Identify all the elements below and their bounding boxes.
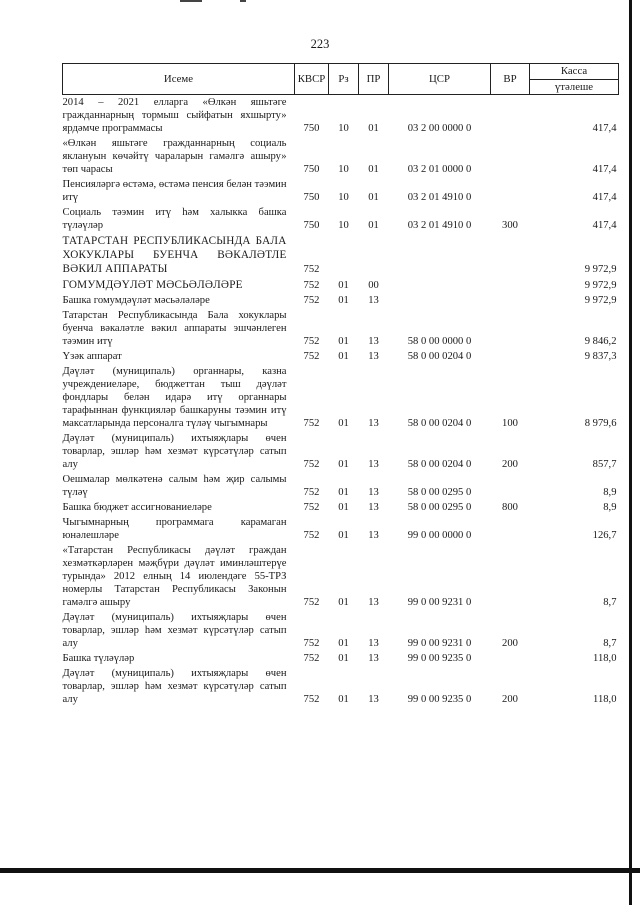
row-name: Дәүләт (муниципаль) ихтыяҗлары өчен товарлар, эшләр һәм хезмәт күрсәтүләр сатып алу xyxy=(62,668,287,705)
row-rz: 01 xyxy=(338,530,349,541)
row-vr xyxy=(491,349,530,364)
row-vr xyxy=(491,515,530,543)
row-csr xyxy=(389,233,491,277)
table-row xyxy=(63,177,619,205)
row-rz: 01 xyxy=(338,336,349,347)
row-amount: 8,9 xyxy=(603,502,617,513)
row-amount: 8,7 xyxy=(603,597,617,608)
row-amount: 417,4 xyxy=(592,192,617,203)
table-row xyxy=(63,205,619,233)
row-pr: 13 xyxy=(368,653,379,664)
row-kvsr: 752 xyxy=(303,530,320,541)
row-amount: 8 979,6 xyxy=(584,418,617,429)
row-pr: 13 xyxy=(368,502,379,513)
row-name: «Өлкән яшьтәге гражданнарның социаль яклануын көчәйтү чараларын гамәлгә ашыру» төп чарасы xyxy=(62,138,287,175)
table-row xyxy=(63,349,619,364)
header-kassa xyxy=(530,64,619,95)
header-rz: Рз xyxy=(329,64,359,95)
table-body xyxy=(63,95,619,708)
row-rz: 01 xyxy=(338,280,349,291)
row-kvsr: 750 xyxy=(303,220,320,231)
row-name: Үзәк аппарат xyxy=(62,351,122,362)
row-csr: 03 2 01 4910 0 xyxy=(407,192,472,203)
row-csr: 03 2 01 0000 0 xyxy=(407,164,472,175)
table-row xyxy=(63,233,619,277)
row-kvsr: 752 xyxy=(303,418,320,429)
table-row xyxy=(63,308,619,349)
table-row xyxy=(63,472,619,500)
row-rz: 01 xyxy=(338,487,349,498)
row-kvsr: 752 xyxy=(303,653,320,664)
row-vr: 800 xyxy=(502,502,518,513)
row-vr xyxy=(491,293,530,308)
row-rz: 10 xyxy=(338,164,349,175)
table-row xyxy=(63,515,619,543)
row-pr: 13 xyxy=(368,530,379,541)
row-csr: 99 0 00 9235 0 xyxy=(407,694,472,705)
row-pr: 13 xyxy=(368,295,379,306)
row-pr: 13 xyxy=(368,459,379,470)
row-pr xyxy=(359,233,389,277)
row-csr: 58 0 00 0295 0 xyxy=(407,487,472,498)
table-row xyxy=(63,543,619,610)
row-kvsr: 752 xyxy=(303,336,320,347)
row-kvsr: 752 xyxy=(303,264,320,275)
row-amount: 9 972,9 xyxy=(584,280,617,291)
row-pr: 13 xyxy=(368,351,379,362)
row-name: Дәүләт (муниципаль) органнары, казна учреждениеләре, бюджеттан тыш дәүләт фондлары белән идарә итү органнары тарафыннан функцияләр башкаруны тәэмин итү максатларында персоналга түләү чыгымнары xyxy=(62,366,287,429)
header-kassa-line2: үтәлеше xyxy=(530,79,618,93)
row-pr: 01 xyxy=(368,164,379,175)
row-rz: 01 xyxy=(338,694,349,705)
row-name: Татарстан Республикасында Бала хокуклары буенча вәкаләтле вәкил аппараты эшчәнлеген тәэмин итү xyxy=(62,310,287,347)
row-amount: 8,7 xyxy=(603,638,617,649)
table-row xyxy=(63,136,619,177)
budget-table xyxy=(62,63,619,707)
table-header-row xyxy=(63,64,619,95)
table-row xyxy=(63,364,619,431)
row-amount: 9 972,9 xyxy=(584,264,617,275)
row-rz: 01 xyxy=(338,653,349,664)
row-csr xyxy=(389,277,491,293)
row-pr: 13 xyxy=(368,597,379,608)
row-rz: 01 xyxy=(338,597,349,608)
row-name: Башка бюджет ассигнованиеләре xyxy=(62,502,212,513)
row-vr: 200 xyxy=(502,694,518,705)
row-vr xyxy=(491,543,530,610)
row-rz: 01 xyxy=(338,295,349,306)
row-pr: 01 xyxy=(368,220,379,231)
row-pr: 13 xyxy=(368,418,379,429)
row-csr: 58 0 00 0000 0 xyxy=(407,336,472,347)
row-csr: 58 0 00 0204 0 xyxy=(407,351,472,362)
row-vr xyxy=(491,472,530,500)
row-kvsr: 752 xyxy=(303,459,320,470)
row-vr: 100 xyxy=(502,418,518,429)
row-csr: 58 0 00 0295 0 xyxy=(407,502,472,513)
row-pr: 13 xyxy=(368,487,379,498)
row-vr: 200 xyxy=(502,459,518,470)
row-kvsr: 752 xyxy=(303,694,320,705)
row-kvsr: 752 xyxy=(303,487,320,498)
row-name: Дәүләт (муниципаль) ихтыяҗлары өчен товарлар, эшләр һәм хезмәт күрсәтүләр сатып алу xyxy=(62,612,287,649)
row-kvsr: 750 xyxy=(303,123,320,134)
header-vr: ВР xyxy=(491,64,530,95)
row-name: Дәүләт (муниципаль) ихтыяҗлары өчен товарлар, эшләр һәм хезмәт күрсәтүләр сатып алу xyxy=(62,433,287,470)
row-amount: 118,0 xyxy=(593,694,617,705)
row-kvsr: 752 xyxy=(303,280,320,291)
scan-border-right xyxy=(629,0,632,905)
row-vr xyxy=(491,651,530,666)
header-kvsr: КВСР xyxy=(295,64,329,95)
row-name: Чыгымнарның программага карамаган юнәлешләре xyxy=(62,517,287,541)
row-amount: 118,0 xyxy=(593,653,617,664)
row-rz: 10 xyxy=(338,220,349,231)
table-row xyxy=(63,293,619,308)
row-pr: 13 xyxy=(368,336,379,347)
table-row xyxy=(63,95,619,137)
row-name: Социаль тәэмин итү һәм халыкка башка түләүләр xyxy=(62,207,287,231)
page-number: 223 xyxy=(310,37,330,51)
header-pr: ПР xyxy=(359,64,389,95)
table-row xyxy=(63,431,619,472)
row-csr: 58 0 00 0204 0 xyxy=(407,418,472,429)
row-amount: 126,7 xyxy=(592,530,617,541)
row-csr: 99 0 00 9231 0 xyxy=(407,638,472,649)
row-name: ТАТАРСТАН РЕСПУБЛИКАСЫНДА БАЛА ХОКУКЛАРЫ БУЕНЧА ВӘКАЛӘТЛЕ ВӘКИЛ АППАРАТЫ xyxy=(62,235,287,275)
row-rz: 01 xyxy=(338,502,349,513)
row-rz: 10 xyxy=(338,123,349,134)
scan-border-bottom xyxy=(0,868,640,873)
row-name: ГОМУМДӘҮЛӘТ МӘСЬӘЛӘЛӘРЕ xyxy=(62,279,243,291)
header-kassa-line1: Касса xyxy=(560,65,588,77)
row-csr: 58 0 00 0204 0 xyxy=(407,459,472,470)
scan-artifact-top xyxy=(180,0,260,6)
row-vr xyxy=(491,136,530,177)
header-csr: ЦСР xyxy=(389,64,491,95)
row-amount: 417,4 xyxy=(592,164,617,175)
row-csr: 99 0 00 0000 0 xyxy=(407,530,472,541)
row-name: Башка гомумдәүләт мәсьәләләре xyxy=(62,295,210,306)
row-kvsr: 752 xyxy=(303,351,320,362)
row-csr: 03 2 01 4910 0 xyxy=(407,220,472,231)
table-row xyxy=(63,277,619,293)
row-rz: 01 xyxy=(338,459,349,470)
row-amount: 9 837,3 xyxy=(584,351,617,362)
row-rz xyxy=(329,233,359,277)
row-vr: 200 xyxy=(502,638,518,649)
table-row xyxy=(63,651,619,666)
row-csr xyxy=(389,293,491,308)
row-pr: 01 xyxy=(368,192,379,203)
row-pr: 13 xyxy=(368,694,379,705)
row-kvsr: 752 xyxy=(303,502,320,513)
row-kvsr: 752 xyxy=(303,597,320,608)
row-amount: 8,9 xyxy=(603,487,617,498)
row-csr: 03 2 00 0000 0 xyxy=(407,123,472,134)
row-amount: 417,4 xyxy=(592,123,617,134)
row-pr: 00 xyxy=(368,280,379,291)
row-rz: 01 xyxy=(338,418,349,429)
row-name: «Татарстан Республикасы дәүләт граждан хезмәткәрләрен мәҗбүри дәүләт иминләштерүе турында» 2012 елның 14 июлендәге 55-ТРЗ номерлы Татарстан Республикасы Законын гамәлгә ашыру xyxy=(62,545,287,608)
table-row xyxy=(63,500,619,515)
row-rz: 01 xyxy=(338,638,349,649)
row-csr: 99 0 00 9231 0 xyxy=(407,597,472,608)
row-amount: 417,4 xyxy=(592,220,617,231)
header-name: Исеме xyxy=(63,64,295,95)
row-rz: 10 xyxy=(338,192,349,203)
row-vr xyxy=(491,95,530,137)
row-kvsr: 752 xyxy=(303,638,320,649)
row-kvsr: 750 xyxy=(303,192,320,203)
row-kvsr: 752 xyxy=(303,295,320,306)
table-row xyxy=(63,666,619,707)
row-name: Башка түләүләр xyxy=(62,653,135,664)
row-amount: 9 846,2 xyxy=(584,336,617,347)
row-amount: 857,7 xyxy=(592,459,617,470)
table-row xyxy=(63,610,619,651)
row-vr xyxy=(491,308,530,349)
row-name: Пенсияләргә өстәмә, өстәмә пенсия белән тәэмин итү xyxy=(62,179,287,203)
row-vr: 300 xyxy=(502,220,518,231)
row-amount: 9 972,9 xyxy=(584,295,617,306)
row-pr: 01 xyxy=(368,123,379,134)
row-name: Оешмалар мөлкәтенә салым һәм җир салымы түләү xyxy=(62,474,287,498)
row-name: 2014 – 2021 елларга «Өлкән яшьтәге гражданнарның тормыш сыйфатын яхшырту» ярдәмче программасы xyxy=(62,97,287,134)
row-vr xyxy=(491,177,530,205)
row-rz: 01 xyxy=(338,351,349,362)
row-pr: 13 xyxy=(368,638,379,649)
row-kvsr: 750 xyxy=(303,164,320,175)
row-csr: 99 0 00 9235 0 xyxy=(407,653,472,664)
row-vr xyxy=(491,233,530,277)
row-vr xyxy=(491,277,530,293)
